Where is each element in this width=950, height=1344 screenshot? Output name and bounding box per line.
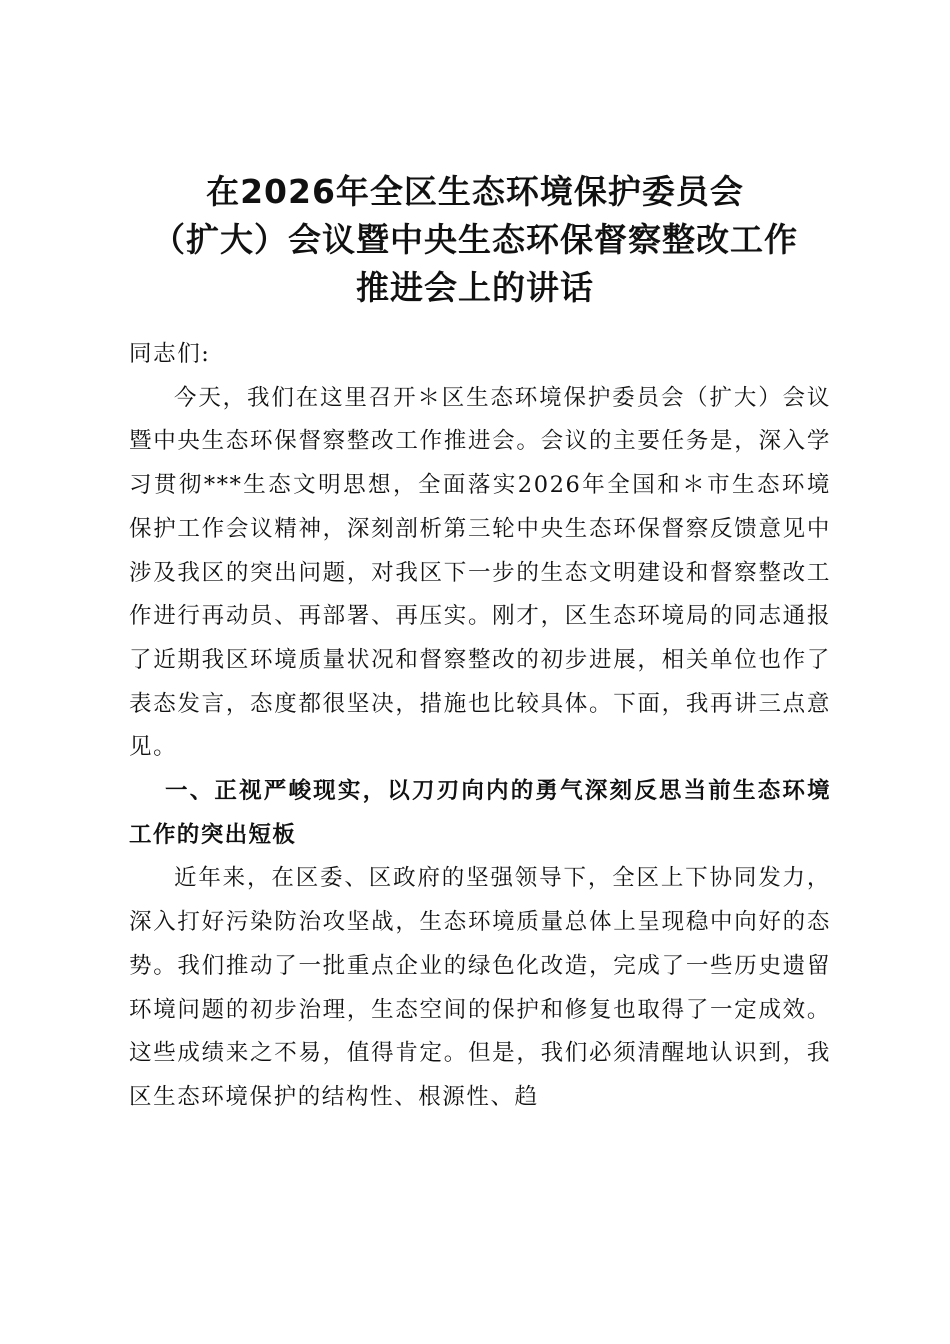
title-line-1: 在2026年全区生态环境保护委员会: [206, 172, 744, 211]
title-line-3: 推进会上的讲话: [356, 268, 594, 307]
title-line-2: （扩大）会议暨中央生态环保督察整改工作: [152, 220, 798, 259]
section-heading-1: 一、正视严峻现实，以刀刃向内的勇气深刻反思当前生态环境工作的突出短板: [129, 778, 831, 848]
section-1-paragraph: 近年来，在区委、区政府的坚强领导下，全区上下协同发力，深入打好污染防治攻坚战，生态环境质量总体上呈现稳中向好的态势。我们推动了一批重点企业的绿色化改造，完成了一些历史遗留环境问题的初步治理，生态空间的保护和修复也取得了一定成效。这些成绩来之不易，值得肯定。但是，我们必须清醒地认识到，我区生态环境保护的结构性、根源性、趋: [129, 865, 831, 1110]
document-title: [100, 168, 850, 312]
opening-paragraph: 今天，我们在这里召开＊区生态环境保护委员会（扩大）会议暨中央生态环保督察整改工作推进会。会议的主要任务是，深入学习贯彻***生态文明思想，全面落实2026年全国和＊市生态环境保护工作会议精神，深刻剖析第三轮中央生态环保督察反馈意见中涉及我区的突出问题，对我区下一步的生态文明建设和督察整改工作进行再动员、再部署、再压实。刚才，区生态环境局的同志通报了近期我区环境质量状况和督察整改的初步进展，相关单位也作了表态发言，态度都很坚决，措施也比较具体。下面，我再讲三点意见。: [129, 384, 831, 761]
salutation: 同志们:: [129, 341, 211, 367]
document-body: [129, 333, 831, 1120]
